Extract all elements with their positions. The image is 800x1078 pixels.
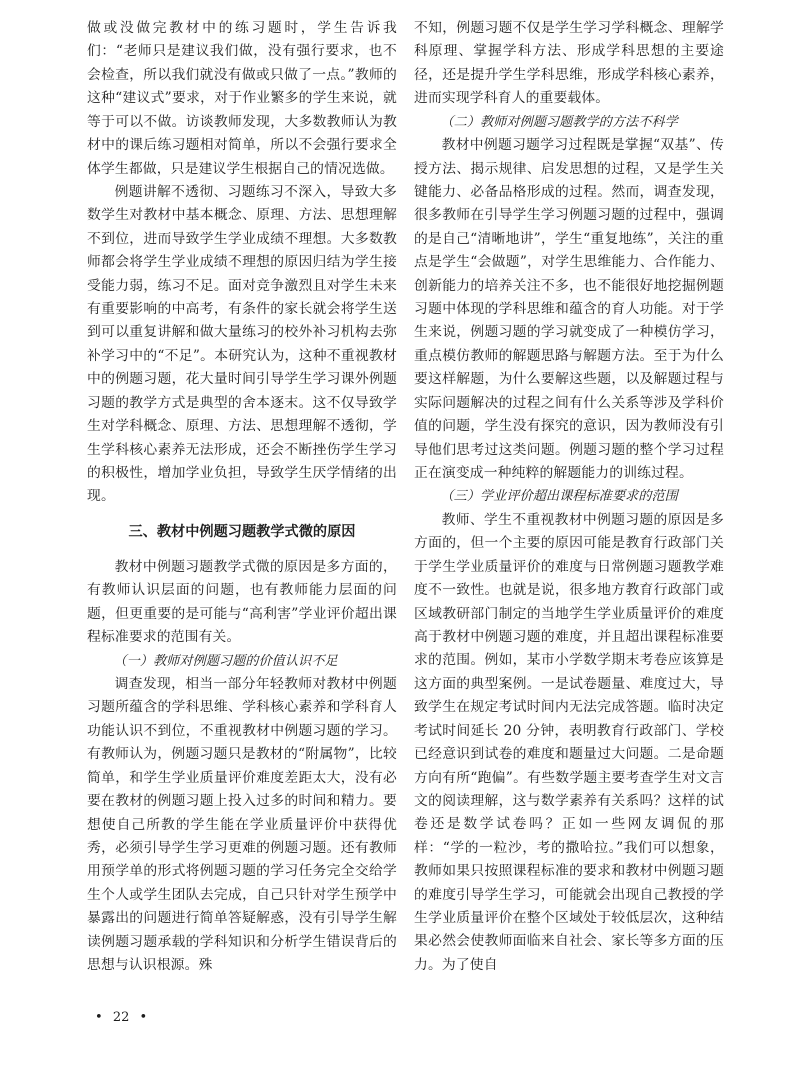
footer-bullet-left: • xyxy=(95,1010,103,1025)
left-paragraph-2: 例题讲解不透彻、习题练习不深入，导致大多数学生对教材中基本概念、原理、方法、思想理解不到位，进而导致学生学业成绩不理想。大多数教师都会将学生学业成绩不理想的原因归结为学生接受能力弱，练习不足。面对竞争激烈且对学生未来有重要影响的中高考，有条件的家长就会将学生送到可以重复讲解和做大量练习的校外补习机构去弥补学习中的“不足”。本研究认为，这种不重视教材中的例题习题，花大量时间引导学生学习课外例题习题的教学方式是典型的舍本逐末。这不仅导致学生对学科概念、原理、方法、思想理解不透彻，学生学科核心素养无法形成，还会不断挫伤学生学习的积极性，增加学业负担，导致学生厌学情绪的出现。 xyxy=(87,183,397,505)
left-paragraph-4: 调查发现，相当一部分年轻教师对教材中例题习题所蕴含的学科思维、学科核心素养和学科育人功能认识不到位，不重视教材中例题习题的学习。有教师认为，例题习题只是教材的“附属物”，比较简单，和学生学业质量评价难度差距太大，没有必要在教材的例题习题上投入过多的时间和精力。要想使自己所教的学生能在学业质量评价中获得优秀，必须引导学生学习更难的例题习题。还有教师用预学单的形式将例题习题的学习任务完全交给学生个人或学生团队去完成，自己只针对学生预学中暴露出的问题进行简单答疑解惑，没有引导学生解读例题习题承载的学科知识和分析学生错误背后的思想与认识根源。殊 xyxy=(87,675,397,974)
footer-bullet-right: • xyxy=(139,1010,148,1025)
subsection-heading-1: （一）教师对例题习题的价值认识不足 xyxy=(113,653,338,669)
section-heading: 三、教材中例题习题教学式微的原因 xyxy=(128,523,356,540)
subsection-heading-3: （三）学业评价超出课程标准要求的范围 xyxy=(440,489,678,505)
subsection-heading-2: （二）教师对例题习题教学的方法不科学 xyxy=(440,114,678,130)
right-column xyxy=(414,0,724,977)
page-footer xyxy=(95,1010,147,1025)
right-paragraph-2: 教材中例题习题学习过程既是掌握“双基”、传授方法、揭示规律、启发思想的过程，又是学生关键能力、必备品格形成的过程。然而，调查发现，很多教师在引导学生学习例题习题的过程中，强调的是自己“清晰地讲”，学生“重复地练”，关注的重点是学生“会做题”，对学生思维能力、合作能力、创新能力的培养关注不多，也不能很好地挖掘例题习题中体现的学科思维和蕴含的育人功能。对于学生来说，例题习题的学习就变成了一种模仿学习，重点模仿教师的解题思路与解题方法。至于为什么要这样解题，为什么要解这些题，以及解题过程与实际问题解决的过程之间有什么关系等涉及学科价值的问题，学生没有探究的意识，因为教师没有引导他们思考过这类问题。例题习题的整个学习过程正在演变成一种纯粹的解题能力的训练过程。 xyxy=(414,137,724,482)
right-paragraph-1: 不知，例题习题不仅是学生学习学科概念、理解学科原理、掌握学科方法、形成学科思想的主要途径，还是提升学生学科思维，形成学科核心素养，进而实现学科育人的重要载体。 xyxy=(414,20,724,107)
top-margin xyxy=(414,0,724,17)
left-column xyxy=(87,0,397,977)
right-paragraph-3: 教师、学生不重视教材中例题习题的原因是多方面的，但一个主要的原因可能是教育行政部门关于学生学业质量评价的难度与日常例题习题教学难度不一致性。也就是说，很多地方教育行政部门或区域教研部门制定的当地学生学业质量评价的难度高于教材中例题习题的难度，并且超出课程标准要求的范围。例如，某市小学数学期末考卷应该算是这方面的典型案例。一是试卷题量、难度过大，导致学生在规定考试时间内无法完成答题。临时决定考试时间延长 20 分钟，表明教育行政部门、学校已经意识到试卷的难度和题量过大问题。二是命题方向有所“跑偏”。有些数学题主要考查学生对文言文的阅读理解，这与数学素养有关系吗？这样的试卷还是数学试卷吗？正如一些网友调侃的那样：“学的一粒沙，考的撒哈拉。”我们可以想象，教师如果只按照课程标准的要求和教材中例题习题的难度引导学生学习，可能就会出现自己教授的学生学业质量评价在整个区域处于较低层次，这种结果必然会使教师面临来自社会、家长等多方面的压力。为了使自 xyxy=(414,511,724,973)
left-paragraph-1: 做或没做完教材中的练习题时，学生告诉我们：“老师只是建议我们做，没有强行要求，也不会检查，所以我们就没有做或只做了一点。”教师的这种“建议式”要求，对于作业繁多的学生来说，就等于可以不做。访谈教师发现，大多数教师认为教材中的课后练习题相对简单，所以不会强行要求全体学生都做，只是建议学生根据自己的情况选做。 xyxy=(87,20,397,177)
left-paragraph-3: 教材中例题习题教学式微的原因是多方面的，有教师认识层面的问题，也有教师能力层面的问题，但更重要的是可能与“高利害”学业评价超出课程标准要求的范围有关。 xyxy=(87,558,397,646)
top-margin xyxy=(87,0,397,17)
page-number: 22 xyxy=(112,1010,130,1025)
